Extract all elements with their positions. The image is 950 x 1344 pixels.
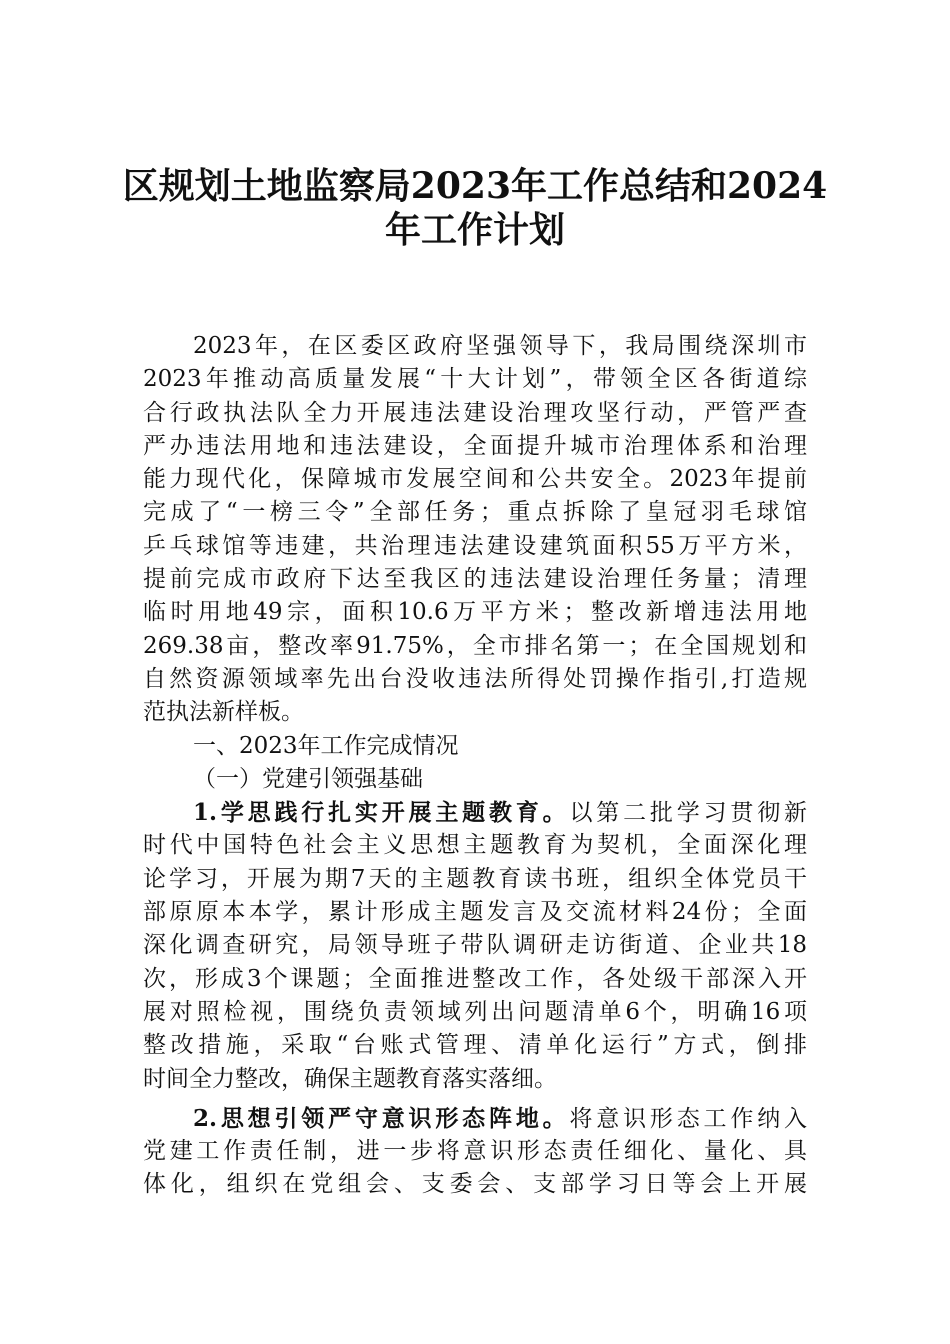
paragraph-line: 完成了“一榜三令”全部任务；重点拆除了皇冠羽毛球馆 (143, 499, 807, 526)
paragraph-line: 次，形成3个课题；全面推进整改工作，各处级干部深入开 (143, 965, 807, 992)
item-1-title: 1.学思践行扎实开展主题教育。 (193, 799, 570, 827)
paragraph-line: 党建工作责任制，进一步将意识形态责任细化、量化、具 (143, 1138, 807, 1165)
paragraph-line: 时代中国特色社会主义思想主题教育为契机，全面深化理 (143, 832, 807, 859)
item-2-title: 2.思想引领严守意识形态阵地。 (193, 1104, 570, 1132)
section-heading: 一、2023年工作完成情况 (193, 732, 459, 759)
document-body (143, 330, 807, 1202)
paragraph-line: 严办违法用地和违法建设，全面提升城市治理体系和治理 (143, 432, 807, 459)
item-1-paragraph (143, 796, 807, 1096)
item-2-text: 将意识形态工作纳入 (569, 1105, 807, 1132)
paragraph-line (143, 796, 807, 829)
item-2-paragraph (143, 1102, 807, 1202)
paragraph-line: 269.38亩，整改率91.75%，全市排名第一；在全国规划和 (143, 632, 807, 659)
document-title-line-2: 年工作计划 (384, 209, 565, 251)
subsection-heading: （一）党建引领强基础 (193, 765, 423, 792)
paragraph-line: 能力现代化，保障城市发展空间和公共安全。2023年提前 (143, 466, 807, 493)
intro-paragraph (143, 330, 807, 730)
paragraph-line (143, 1102, 807, 1135)
paragraph-line: 范执法新样板。 (143, 699, 304, 726)
paragraph-line: 整改措施，采取“台账式管理、清单化运行”方式，倒排 (143, 1032, 807, 1059)
paragraph-line: 体化，组织在党组会、支委会、支部学习日等会上开展 (143, 1171, 807, 1198)
paragraph-line: 2023年，在区委区政府坚强领导下，我局围绕深圳市 (193, 333, 807, 359)
paragraph-line: 展对照检视，围绕负责领域列出问题清单6个，明确16项 (143, 998, 807, 1025)
paragraph-line: 部原原本本学，累计形成主题发言及交流材料24份；全面 (143, 899, 807, 926)
paragraph-line: 提前完成市政府下达至我区的违法建设治理任务量；清理 (143, 566, 807, 593)
paragraph-line: 自然资源领域率先出台没收违法所得处罚操作指引,打造规 (143, 665, 807, 692)
paragraph-line: 乒乓球馆等违建，共治理违法建设建筑面积55万平方米， (143, 532, 807, 559)
paragraph-line: 深化调查研究，局领导班子带队调研走访街道、企业共18 (143, 932, 807, 959)
document-title-line-1: 区规划土地监察局2023年工作总结和2024 (122, 165, 828, 207)
paragraph-line: 2023年推动高质量发展“十大计划”，带领全区各街道综 (143, 366, 807, 393)
paragraph-line: 合行政执法队全力开展违法建设治理攻坚行动，严管严查 (143, 399, 807, 426)
paragraph-line: 时间全力整改，确保主题教育落实落细。 (143, 1065, 557, 1092)
item-1-text: 以第二批学习贯彻新 (569, 800, 807, 827)
paragraph-line: 论学习，开展为期7天的主题教育读书班，组织全体党员干 (143, 865, 807, 892)
paragraph-line: 临时用地49宗，面积10.6万平方米；整改新增违法用地 (143, 599, 807, 626)
